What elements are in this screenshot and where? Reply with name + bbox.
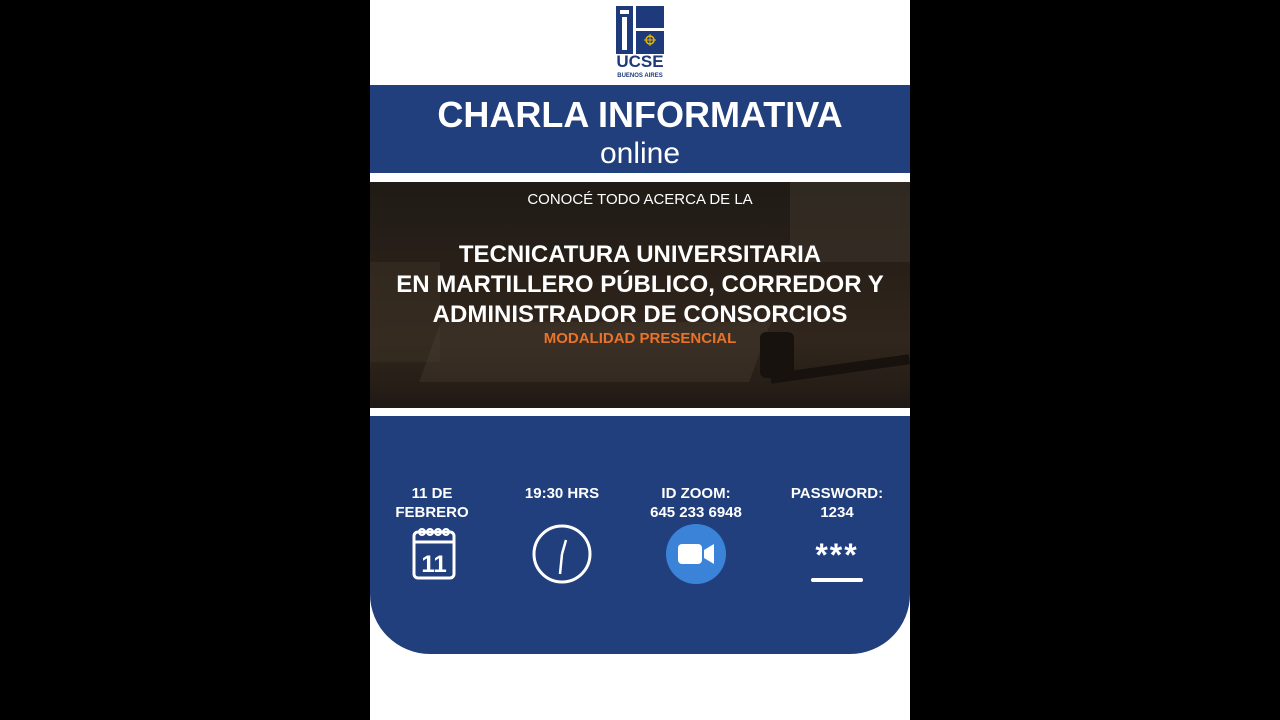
career-title-line: TECNICATURA UNIVERSITARIA — [458, 241, 822, 268]
password-icon — [805, 522, 869, 586]
logo-subtitle: BUENOS AIRES — [617, 73, 663, 79]
banner-subtitle: online — [599, 137, 681, 170]
ucse-logo — [616, 6, 664, 82]
banner-title: CHARLA INFORMATIVA — [437, 94, 843, 135]
clock-icon — [530, 522, 594, 586]
career-title-line: ADMINISTRADOR DE CONSORCIOS — [432, 301, 848, 328]
logo-emblem-icon — [616, 6, 664, 54]
svg-text:***: *** — [815, 537, 859, 573]
title-banner — [370, 85, 910, 173]
modality-label: MODALIDAD PRESENCIAL — [543, 330, 737, 347]
career-title — [370, 240, 910, 330]
intro-text: CONOCÉ TODO ACERCA DE LA — [527, 191, 753, 208]
calendar-icon — [402, 522, 466, 586]
password-label: PASSWORD: 1234 — [790, 485, 884, 521]
svg-text:11: 11 — [421, 551, 447, 578]
time-label: 19:30 HRS — [524, 485, 600, 502]
date-label: 11 DE FEBRERO — [395, 485, 469, 521]
career-title-line: EN MARTILLERO PÚBLICO, CORREDOR Y — [396, 271, 884, 298]
zoom-id-label: ID ZOOM: 645 233 6948 — [650, 485, 742, 521]
logo-wordmark: UCSE — [616, 52, 664, 71]
zoom-camera-icon — [664, 522, 728, 586]
hero-photo — [370, 182, 910, 408]
event-poster — [370, 0, 910, 720]
